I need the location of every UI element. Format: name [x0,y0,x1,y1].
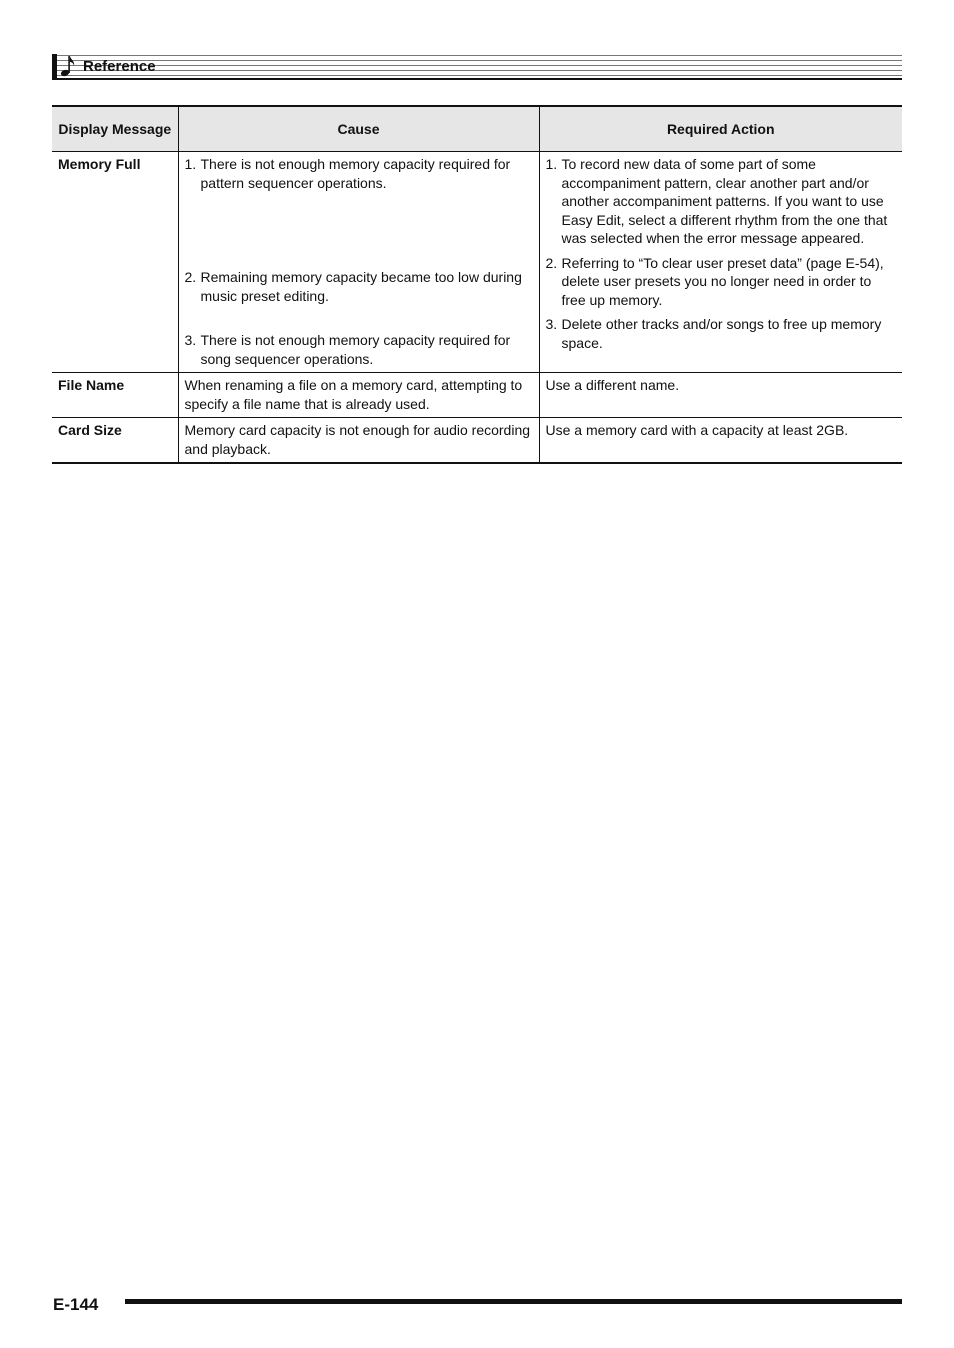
display-message: File Name [52,373,178,418]
list-item: 3. Delete other tracks and/or songs to free up memory space. [545,316,882,351]
table-row [52,418,902,464]
display-message: Memory Full [52,152,178,373]
column-header-display-message: Display Message [52,106,178,152]
list-item: 1. To record new data of some part of some accompaniment pattern, clear another part and/or another accompaniment patterns. If you want to use Easy Edit, select a different rhythm from the one that was selected when the error message appeared. [545,156,888,246]
cause-cell: When renaming a file on a memory card, attempting to specify a file name that is already used. [178,373,539,418]
column-header-cause: Cause [178,106,539,152]
list-item: 2. Referring to “To clear user preset data” (page E-54), delete user presets you no longer need in order to free up memory. [545,254,884,308]
table-row [52,373,902,418]
table-header-row [52,106,902,152]
cause-cell: Memory card capacity is not enough for audio recording and playback. [178,418,539,464]
eighth-note-icon [60,55,76,77]
list-item: 2. Remaining memory capacity became too low during music preset editing. [184,269,522,304]
cause-cell [178,152,539,373]
list-item: 3. There is not enough memory capacity required for song sequencer operations. [184,332,511,367]
section-header [52,54,902,80]
error-message-table [52,105,902,464]
action-cell: Use a memory card with a capacity at least 2GB. [539,418,902,464]
page-number: E-144 [53,1295,99,1314]
column-header-required-action: Required Action [539,106,902,152]
display-message: Card Size [52,418,178,464]
section-title: Reference [83,58,156,75]
action-cell [539,152,902,373]
list-item: 1. There is not enough memory capacity required for pattern sequencer operations. [184,156,511,191]
footer-rule [125,1299,902,1304]
table-row [52,152,902,373]
action-cell: Use a different name. [539,373,902,418]
header-bar [52,54,57,80]
